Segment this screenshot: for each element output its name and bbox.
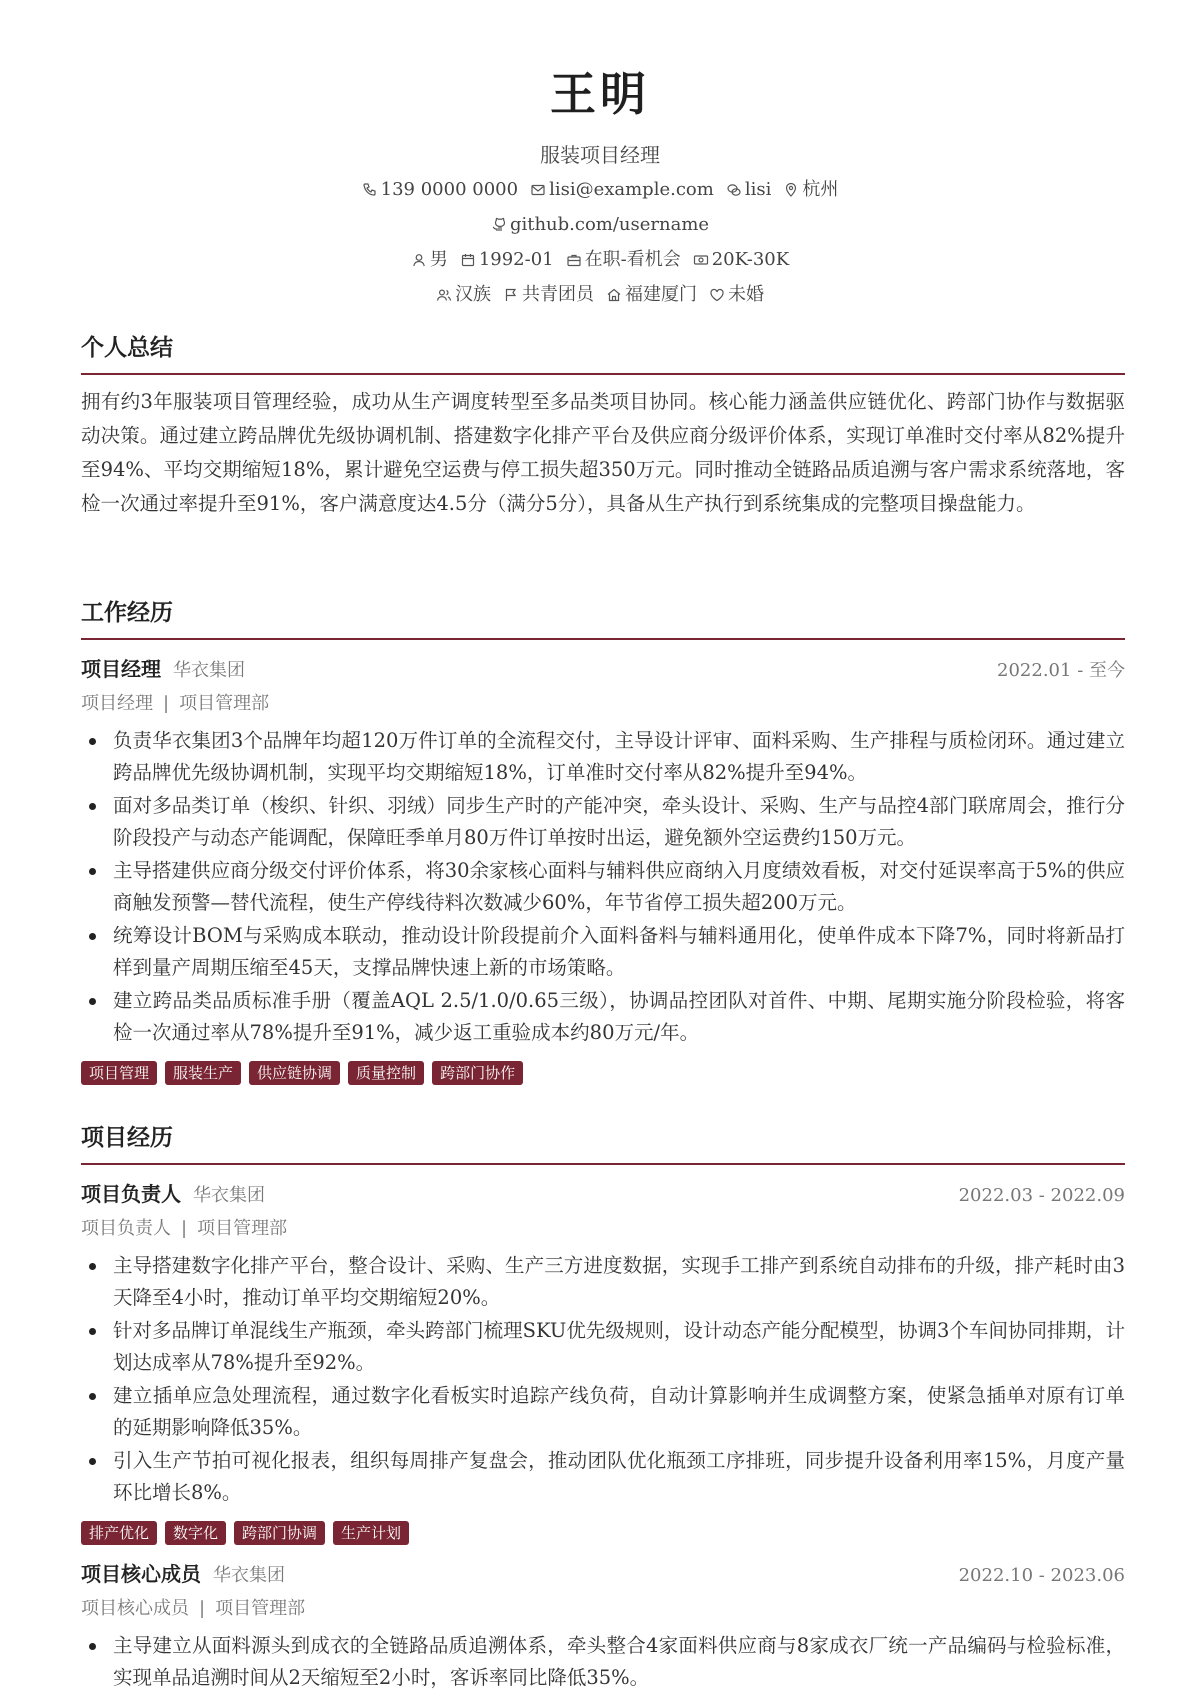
github-icon <box>491 217 507 233</box>
heart-icon <box>709 287 725 303</box>
skill-tag: 质量控制 <box>348 1061 424 1085</box>
entry-date: 2022.10 - 2023.06 <box>958 1565 1125 1586</box>
money-icon <box>693 252 709 268</box>
entry-company: 华衣集团 <box>213 1565 285 1586</box>
gender-item <box>411 247 448 273</box>
entry-header <box>81 654 1125 686</box>
wechat-text: lisi <box>744 179 772 200</box>
github-item[interactable] <box>491 212 709 238</box>
skill-tags <box>81 1061 1125 1085</box>
briefcase-icon <box>566 252 582 268</box>
github-text: github.com/username <box>509 214 710 235</box>
city-item <box>783 177 838 203</box>
calendar-icon <box>460 252 476 268</box>
user-icon <box>411 252 427 268</box>
github-row <box>0 212 1200 238</box>
hometown-item <box>606 282 697 308</box>
project-entry <box>81 1179 1125 1545</box>
entry-header <box>81 1559 1125 1591</box>
mail-icon <box>530 182 546 198</box>
birth-text: 1992-01 <box>478 249 554 270</box>
candidate-name: 王明 <box>550 67 650 121</box>
summary-text: 拥有约3年服装项目管理经验，成功从生产调度转型至多品类项目协同。核心能力涵盖供应链优化、跨部门协作与数据驱动决策。通过建立跨品牌优先级协调机制、搭建数字化排产平台及供应商分级评价体系，实现订单准时交付率从82%提升至94%、平均交期缩短18%，累计避免空运费与停工损失超350万元。同时推动全链路品质追溯与客户需求系统落地，客检一次通过率提升至91%，客户满意度达4.5分（满分5分），具备从生产执行到系统集成的完整项目操盘能力。 <box>81 390 1125 515</box>
list-item: 引入生产节拍可视化报表，组织每周排产复盘会，推动团队优化瓶颈工序排班，同步提升设备利用率15%，月度产量环比增长8%。 <box>81 1445 1125 1509</box>
phone-text: 139 0000 0000 <box>380 179 519 200</box>
birth-item <box>460 247 554 273</box>
list-item: 针对多品牌订单混线生产瓶颈，牵头跨部门梳理SKU优先级规则，设计动态产能分配模型，协调3个车间协同排期，计划达成率从78%提升至92%。 <box>81 1315 1125 1379</box>
skill-tag: 跨部门协调 <box>234 1521 325 1545</box>
bullet-list <box>81 1630 1125 1694</box>
hometown-text: 福建厦门 <box>625 284 697 305</box>
list-item: 负责华衣集团3个品牌年均超120万件订单的全流程交付，主导设计评审、面料采购、生产排程与质检闭环。通过建立跨品牌优先级协调机制，实现平均交期缩短18%，订单准时交付率从82%提升至94%。 <box>81 725 1125 789</box>
bullet-list <box>81 1250 1125 1509</box>
entry-company: 华衣集团 <box>193 1185 265 1206</box>
entry-department: 项目管理部 <box>179 693 270 714</box>
projects-section <box>81 1123 1125 1695</box>
entry-subtitle <box>81 689 1125 719</box>
ethnicity-text: 汉族 <box>455 284 491 305</box>
flag-icon <box>503 287 519 303</box>
resume-header <box>0 64 1200 308</box>
phone-item[interactable] <box>362 177 518 203</box>
list-item: 建立插单应急处理流程，通过数字化看板实时追踪产线负荷，自动计算影响并生成调整方案，使紧急插单对原有订单的延期影响降低35%。 <box>81 1380 1125 1444</box>
location-pin-icon <box>783 182 799 198</box>
wechat-icon <box>726 182 742 198</box>
section-title-work: 工作经历 <box>81 598 1125 640</box>
skill-tag: 排产优化 <box>81 1521 157 1545</box>
status-item <box>566 247 681 273</box>
contact-row <box>0 177 1200 203</box>
salary-text: 20K-30K <box>711 249 790 270</box>
skill-tag: 数字化 <box>165 1521 226 1545</box>
list-item: 主导建立从面料源头到成衣的全链路品质追溯体系，牵头整合4家面料供应商与8家成衣厂统一产品编码与检验标准，实现单品追溯时间从2天缩短至2小时，客诉率同比降低35%。 <box>81 1630 1125 1694</box>
list-item: 建立跨品类品质标准手册（覆盖AQL 2.5/1.0/0.65三级），协调品控团队对首件、中期、尾期实施分阶段检验，将客检一次通过率从78%提升至91%，减少返工重验成本约80万元/年。 <box>81 985 1125 1049</box>
entry-header <box>81 1179 1125 1211</box>
list-item: 统筹设计BOM与采购成本联动，推动设计阶段提前介入面料备料与辅料通用化，使单件成本下降7%，同时将新品打样到量产周期压缩至45天，支撑品牌快速上新的市场策略。 <box>81 920 1125 984</box>
list-item: 面对多品类订单（梭织、针织、羽绒）同步生产时的产能冲突，牵头设计、采购、生产与品控4部门联席周会，推行分阶段投产与动态产能调配，保障旺季单月80万件订单按时出运，避免额外空运费约150万元。 <box>81 790 1125 854</box>
summary-section <box>81 333 1125 521</box>
marital-item <box>709 282 764 308</box>
entry-position: 项目经理 <box>81 693 153 714</box>
separator: | <box>181 1218 188 1239</box>
email-text: lisi@example.com <box>549 179 714 200</box>
entry-date: 2022.03 - 2022.09 <box>958 1185 1125 1206</box>
job-title: 服装项目经理 <box>540 143 660 167</box>
entry-department: 项目管理部 <box>215 1598 306 1619</box>
work-entry <box>81 654 1125 1085</box>
bullet-list <box>81 725 1125 1049</box>
skill-tags <box>81 1521 1125 1545</box>
gender-text: 男 <box>429 249 448 270</box>
users-icon <box>436 287 452 303</box>
entry-role: 项目核心成员 <box>81 1562 201 1586</box>
list-item: 主导搭建数字化排产平台，整合设计、采购、生产三方进度数据，实现手工排产到系统自动排布的升级，排产耗时由3天降至4小时，推动订单平均交期缩短20%。 <box>81 1250 1125 1314</box>
entry-position: 项目核心成员 <box>81 1598 189 1619</box>
marital-text: 未婚 <box>728 284 764 305</box>
politics-text: 共青团员 <box>522 284 594 305</box>
phone-icon <box>362 182 378 198</box>
entry-department: 项目管理部 <box>197 1218 288 1239</box>
skill-tag: 项目管理 <box>81 1061 157 1085</box>
list-item: 主导搭建供应商分级交付评价体系，将30余家核心面料与辅料供应商纳入月度绩效看板，对交付延误率高于5%的供应商触发预警—替代流程，使生产停线待料次数减少60%，年节省停工损失超200万元。 <box>81 855 1125 919</box>
entry-subtitle <box>81 1214 1125 1244</box>
section-title-summary: 个人总结 <box>81 333 1125 375</box>
ethnicity-item <box>436 282 491 308</box>
salary-item <box>693 247 789 273</box>
entry-role: 项目负责人 <box>81 1182 181 1206</box>
home-icon <box>606 287 622 303</box>
entry-role: 项目经理 <box>81 657 161 681</box>
wechat-item <box>726 177 772 203</box>
section-title-projects: 项目经历 <box>81 1123 1125 1165</box>
email-item[interactable] <box>530 177 714 203</box>
project-entry <box>81 1559 1125 1694</box>
work-section <box>81 598 1125 1085</box>
skill-tag: 跨部门协作 <box>432 1061 523 1085</box>
entry-date: 2022.01 - 至今 <box>997 660 1125 681</box>
skill-tag: 生产计划 <box>333 1521 409 1545</box>
entry-company: 华衣集团 <box>173 660 245 681</box>
skill-tag: 供应链协调 <box>249 1061 340 1085</box>
profile-row-1 <box>0 247 1200 273</box>
entry-position: 项目负责人 <box>81 1218 171 1239</box>
entry-subtitle <box>81 1594 1125 1624</box>
profile-row-2 <box>0 282 1200 308</box>
separator: | <box>199 1598 206 1619</box>
separator: | <box>163 693 170 714</box>
city-text: 杭州 <box>802 179 839 200</box>
politics-item <box>503 282 594 308</box>
status-text: 在职-看机会 <box>584 249 681 270</box>
skill-tag: 服装生产 <box>165 1061 241 1085</box>
